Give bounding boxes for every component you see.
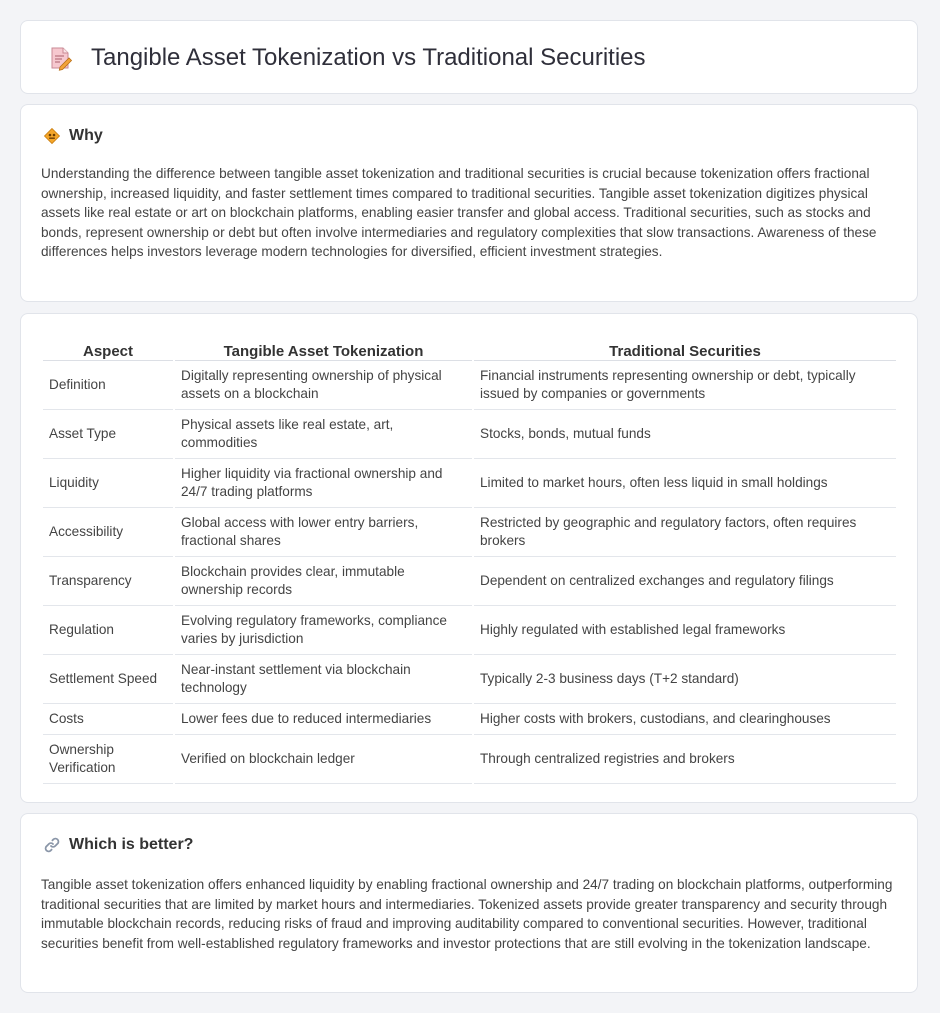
aspect-cell: Settlement Speed — [43, 655, 173, 704]
aspect-cell: Accessibility — [43, 508, 173, 557]
table-header-row — [43, 334, 896, 361]
better-text: Tangible asset tokenization offers enhanced liquidity by enabling fractional ownership and 24/7 trading on blockchain platforms, outperforming traditional securities that are limited by market hours and intermediaries. Tokenized assets provide greater transparency and security through immutable blockchain records, reducing risks of fraud and improving auditability compared to conventional securities. However, traditional securities benefit from well-established regulatory frameworks and investor protections that are still evolving in the tokenization landscape. — [41, 877, 893, 951]
comparison-section — [20, 313, 918, 803]
table-row — [43, 606, 896, 655]
table-row — [43, 361, 896, 410]
title-card — [20, 20, 918, 94]
tokenization-cell: Evolving regulatory frameworks, compliance varies by jurisdiction — [175, 606, 472, 655]
securities-cell: Highly regulated with established legal frameworks — [474, 606, 896, 655]
tokenization-cell: Verified on blockchain ledger — [175, 735, 472, 784]
securities-cell: Typically 2-3 business days (T+2 standard) — [474, 655, 896, 704]
table-row — [43, 655, 896, 704]
table-row — [43, 459, 896, 508]
securities-cell: Financial instruments representing ownership or debt, typically issued by companies or governments — [474, 361, 896, 410]
securities-cell: Restricted by geographic and regulatory factors, often requires brokers — [474, 508, 896, 557]
column-header: Traditional Securities — [474, 334, 896, 361]
why-heading: Why — [69, 127, 103, 144]
securities-cell: Dependent on centralized exchanges and regulatory filings — [474, 557, 896, 606]
securities-cell: Higher costs with brokers, custodians, and clearinghouses — [474, 704, 896, 735]
table-row — [43, 410, 896, 459]
table-row — [43, 557, 896, 606]
column-header: Tangible Asset Tokenization — [175, 334, 472, 361]
link-icon — [43, 836, 61, 854]
which-is-better-section — [20, 813, 918, 993]
diamond-warning-icon — [43, 127, 61, 145]
table-row — [43, 735, 896, 784]
tokenization-cell: Global access with lower entry barriers, fractional shares — [175, 508, 472, 557]
tokenization-cell: Blockchain provides clear, immutable ownership records — [175, 557, 472, 606]
why-section — [20, 104, 918, 302]
tokenization-cell: Physical assets like real estate, art, commodities — [175, 410, 472, 459]
securities-cell: Limited to market hours, often less liquid in small holdings — [474, 459, 896, 508]
table-row — [43, 704, 896, 735]
aspect-cell: Asset Type — [43, 410, 173, 459]
tokenization-cell: Near-instant settlement via blockchain technology — [175, 655, 472, 704]
document-edit-icon — [47, 45, 73, 71]
aspect-cell: Ownership Verification — [43, 735, 173, 784]
better-heading-row — [43, 835, 193, 855]
table-row — [43, 508, 896, 557]
tokenization-cell: Lower fees due to reduced intermediaries — [175, 704, 472, 735]
tokenization-cell: Higher liquidity via fractional ownership and 24/7 trading platforms — [175, 459, 472, 508]
aspect-cell: Definition — [43, 361, 173, 410]
aspect-cell: Transparency — [43, 557, 173, 606]
why-text: Understanding the difference between tangible asset tokenization and traditional securities is crucial because tokenization offers fractional ownership, increased liquidity, and faster settlement times compared to traditional securities. Tangible asset tokenization digitizes physical assets like real estate or art on blockchain platforms, enabling easier transfer and global access. Traditional securities, such as stocks and bonds, represent ownership or debt but often involve intermediaries and regulatory complexities that slow transactions. Awareness of these differences helps investors leverage modern technologies for diversified, efficient investment strategies. — [41, 166, 877, 260]
why-heading-row — [43, 126, 103, 146]
aspect-cell: Liquidity — [43, 459, 173, 508]
securities-cell: Stocks, bonds, mutual funds — [474, 410, 896, 459]
securities-cell: Through centralized registries and brokers — [474, 735, 896, 784]
aspect-cell: Costs — [43, 704, 173, 735]
aspect-cell: Regulation — [43, 606, 173, 655]
comparison-table — [41, 334, 898, 784]
better-heading: Which is better? — [69, 836, 194, 853]
column-header: Aspect — [43, 334, 173, 361]
page-title: Tangible Asset Tokenization vs Traditional Securities — [91, 44, 646, 71]
tokenization-cell: Digitally representing ownership of physical assets on a blockchain — [175, 361, 472, 410]
